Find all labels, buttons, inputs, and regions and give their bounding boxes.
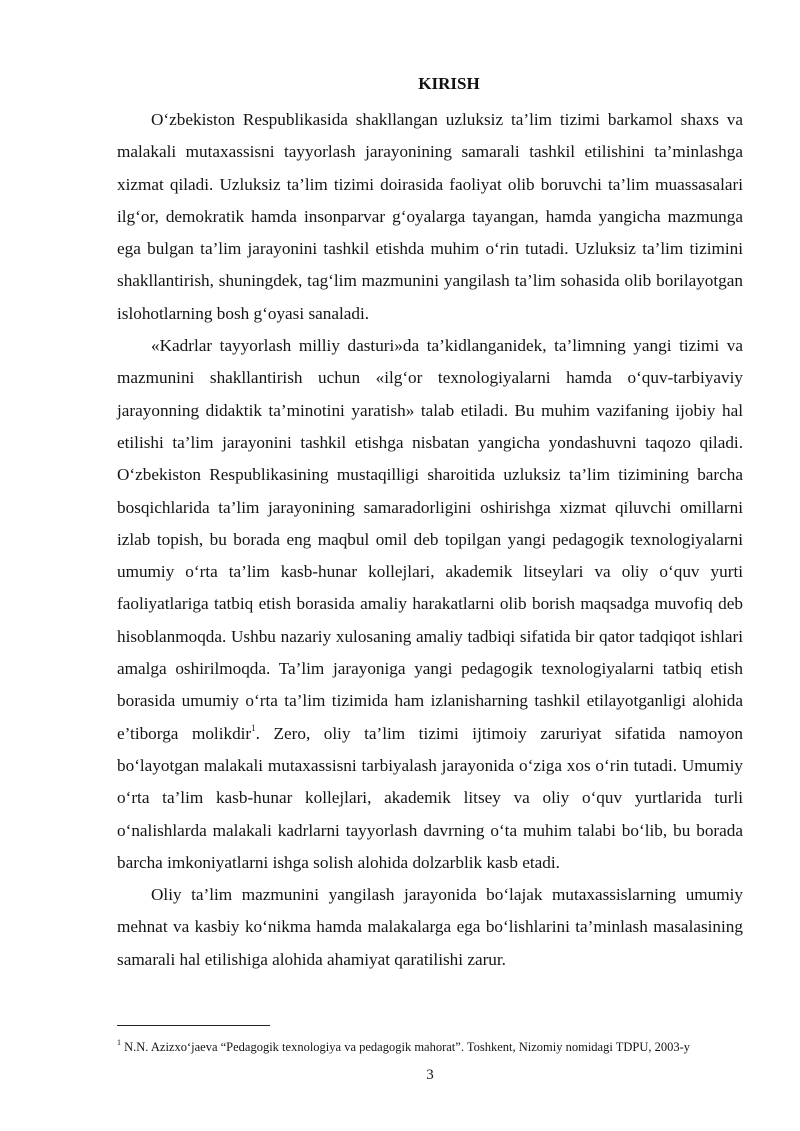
paragraph-2	[117, 330, 743, 879]
page-number: 3	[426, 1067, 434, 1083]
footnote-reference: 1	[251, 722, 256, 733]
body-text	[117, 104, 743, 976]
paragraph-3: Oliy ta’lim mazmunini yangilash jarayonida bo‘lajak mutaxassislarning umumiy mehnat va kasbiy ko‘nikma hamda malakalarga ega bo‘lishlarini ta’minlash masalasining samarali hal etilishiga alohida ahamiyat qaratilishi zarur.	[117, 885, 743, 969]
paragraph-2-text: «Kadrlar tayyorlash milliy dasturi»da ta’kidlanganidek, ta’limning yangi tizimi va mazmunini shakllantirish uchun «ilg‘or texnologiyalarni hamda o‘quv-tarbiyaviy jarayonning didaktik ta’minotini yaratish» talab etiladi. Bu muhim vazifaning ijobiy hal etilishi ta’lim jarayonini tashkil etishga nisbatan yangicha yondashuvni taqozo qiladi. O‘zbekiston Respublikasining mustaqilligi sharoitida uzluksiz ta’lim tizimining barcha bosqichlarida ta’lim jarayonining samaradorligini oshirishga xizmat qiluvchi omillarni izlab topish, bu borada eng maqbul omil deb topilgan yangi pedagogik texnologiyalarni umumiy o‘rta ta’lim kasb-hunar kollejlari, akademik litseylari va oliy o‘quv yurti faoliyatlariga tatbiq etish borasida amaliy harakatlarni olib borish maqsadga muvofiq deb hisoblanmoqda. Ushbu nazariy xulosaning amaliy tadbiqi sifatida bir qator tadqiqot ishlari amalga oshirilmoqda. Ta’lim jarayoniga yangi pedagogik texnologiyalarni tatbiq etish borasida umumiy o‘rta ta’lim tizimida ham izlanisharning tashkil etilayotganligi alohida e’tiborga molikdir	[117, 336, 743, 743]
footnote-text: N.N. Azizxo‘jaeva “Pedagogik texnologiya va pedagogik mahorat”. Toshkent, Nizomiy nomidagi TDPU, 2003-y	[121, 1040, 691, 1054]
footnote-separator	[117, 1025, 270, 1026]
paragraph-2-continuation: . Zero, oliy ta’lim tizimi ijtimoiy zaruriyat sifatida namoyon bo‘layotgan malakali mutaxassisni tarbiyalash jarayonida o‘ziga xos o‘rin tutadi. Umumiy o‘rta ta’lim kasb-hunar kollejlari, akademik litsey va oliy o‘quv yurtlarida turli o‘nalishlarda malakali kadrlarni tayyorlash davrning o‘ta muhim talabi bo‘lib, bu borada barcha imkoniyatlarni ishga solish alohida dolzarblik kasb etadi.	[117, 723, 744, 872]
page-title: KIRISH	[418, 74, 480, 93]
footnote	[117, 1037, 757, 1055]
paragraph-1: O‘zbekiston Respublikasida shakllangan uzluksiz ta’lim tizimi barkamol shaxs va malakali mutaxassisni tayyorlash jarayonining samarali tashkil etilishini ta’minlashga xizmat qiladi. Uzluksiz ta’lim tizimi doirasida faoliyat olib boruvchi ta’lim muassasalari ilg‘or, demokratik hamda insonparvar g‘oyalarga tayangan, hamda yangicha mazmunga ega bulgan ta’lim jarayonini tashkil etishda muhim o‘rin tutadi. Uzluksiz ta’lim tizimini shakllantirish, shuningdek, tag‘lim mazmunini yangilash ta’lim sohasida olib borilayotgan islohotlarning bosh g‘oyasi sanaladi.	[117, 110, 743, 323]
footnote-mark: 1	[117, 1037, 121, 1047]
